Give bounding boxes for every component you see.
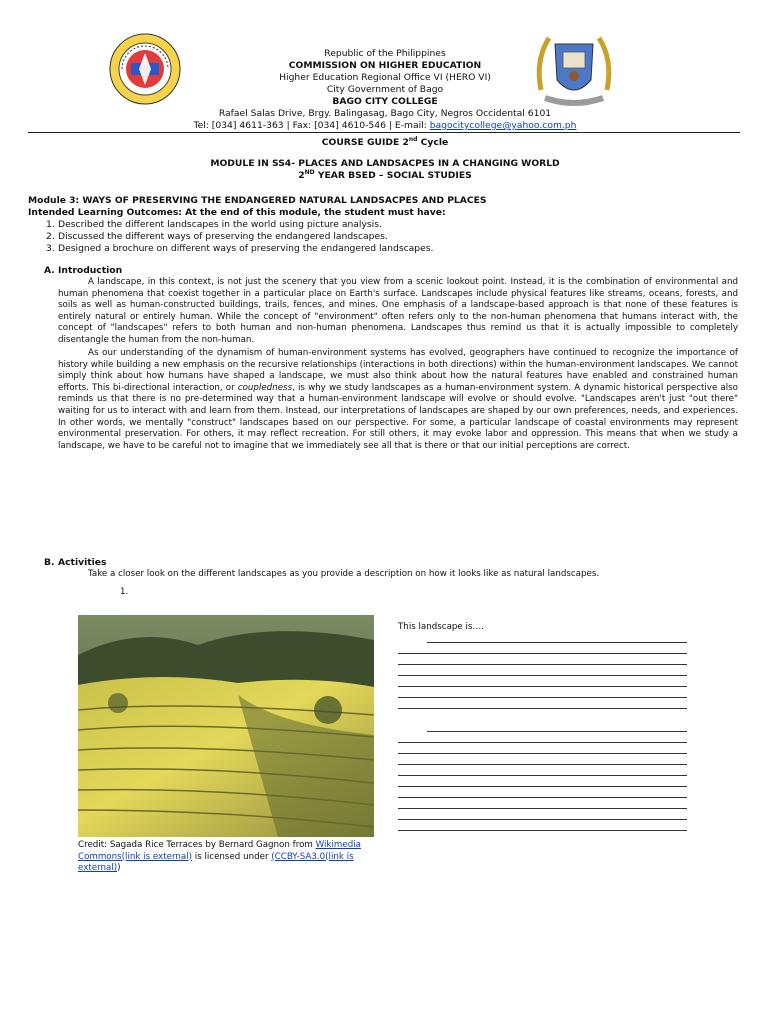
outcomes-list bbox=[46, 219, 433, 255]
outcome-text: Designed a brochure on different ways of preserving the endangered landscapes. bbox=[58, 243, 434, 254]
answer-line[interactable] bbox=[398, 708, 687, 709]
answer-line[interactable] bbox=[398, 797, 687, 798]
year-course bbox=[100, 169, 670, 181]
year-sup: ND bbox=[304, 169, 315, 176]
outcome-number: 1. bbox=[46, 219, 55, 230]
credit-license-text: is licensed under bbox=[192, 851, 272, 862]
header-address: Rafael Salas Drive, Brgy. Balingasag, Bago City, Negros Occidental 6101 bbox=[218, 108, 552, 119]
introduction-letter: A. bbox=[44, 265, 55, 276]
answer-line[interactable] bbox=[398, 697, 687, 698]
answer-line[interactable] bbox=[398, 819, 687, 820]
answer-line[interactable] bbox=[398, 753, 687, 754]
answer-line[interactable] bbox=[398, 686, 687, 687]
course-guide-cycle: Cycle bbox=[417, 137, 449, 149]
introduction-paragraph-1: A landscape, in this context, is not just the scenery that you view from a scenic lookout point. Instead, it is the combination of environmental and human phenomena that coexist together in a particular place on Earth's surface. Landscapes include physical features like streams, oceans, forests, and soils as well as human-constructed buildings, trails, fences, and mines. One emphasis of a landscape-based approach is that none of these features is entirely natural or entirely human. While the concept of "environment" often refers only to the non-human phenomena that humans interact with, the concept of "landscapes" refers to both human and non-human phenomena. Landscapes thus remind us that it is actually impossible to completely disentangle the human from the non-human. bbox=[58, 277, 738, 345]
answer-line[interactable] bbox=[398, 786, 687, 787]
header-city-government: City Government of Bago bbox=[326, 84, 444, 95]
activities-title: Activities bbox=[58, 557, 107, 568]
module-title: MODULE IN SS4- PLACES AND LANDSACPES IN A CHANGING WORLD bbox=[210, 158, 560, 169]
outcome-item bbox=[46, 219, 433, 231]
answer-prompt: This landscape is…. bbox=[398, 622, 484, 632]
credit-closing: ) bbox=[117, 863, 121, 874]
introduction-title: Introduction bbox=[58, 265, 123, 276]
ccby-sa-license-link[interactable]: (CCBY-SA3.0(link is external) bbox=[78, 851, 354, 874]
paragraph-2-part-a: As our understanding of the dynamism of human-environment systems has evolved, geographers have continued to recognize the importance of history while building a new emphasis on the recursive relationships (interactions in both directions) within the human-environment landscapes. We cannot simply think about how humans have shaped a landscape, we must also think about how the natural features have enabled and constrained human efforts. This bi-directional interaction, or bbox=[58, 348, 738, 393]
header-divider bbox=[28, 132, 740, 133]
email-link[interactable]: bagocitycollege@yahoo.com.ph bbox=[429, 120, 577, 131]
answer-line[interactable] bbox=[427, 642, 687, 643]
header-regional-office: Higher Education Regional Office VI (HERO VI) bbox=[279, 72, 491, 83]
outcome-number: 3. bbox=[46, 243, 55, 254]
answer-line[interactable] bbox=[398, 742, 687, 743]
activity-item-number: 1. bbox=[120, 587, 129, 597]
outcome-text: Discussed the different ways of preserving the endangered landscapes. bbox=[58, 231, 388, 242]
activities-instruction: Take a closer look on the different landscapes as you provide a description on how it looks like as natural landscapes. bbox=[88, 569, 600, 579]
header-republic: Republic of the Philippines bbox=[324, 48, 446, 59]
header-commission: COMMISSION ON HIGHER EDUCATION bbox=[288, 60, 482, 71]
module-heading: Module 3: WAYS OF PRESERVING THE ENDANGERED NATURAL LANDSACPES AND PLACES bbox=[28, 195, 487, 206]
paragraph-2-part-b: , is why we study landscapes as a human-environment system. A dynamic historical perspective also reminds us that there is no pre-determined way that a human-environment landscape will evolve or should evolve. "Landscapes aren't just "out there" waiting for us to interact with and learn from them. Instead, our interpretations of landscapes are shaped by our own preferences, needs, and experiences. In other words, we mentally "construct" landscapes based on our perspective. For some, a particular landscape of coastal environments may represent environmental preservation. For others, it may reflect recreation. For still others, it may evoke labor and oppression. This means that when we study a landscape, we have to be careful not to imagine that we immediately see all that is there or that our initial perceptions are correct. bbox=[58, 382, 738, 451]
introduction-heading bbox=[44, 265, 122, 276]
answer-line[interactable] bbox=[398, 653, 687, 654]
header-college-name: BAGO CITY COLLEGE bbox=[332, 96, 438, 107]
credit-text: Credit: Sagada Rice Terraces by Bernard Gagnon from bbox=[78, 840, 316, 850]
header-contact bbox=[150, 120, 620, 132]
paragraph-2-emphasis: coupledness bbox=[237, 382, 293, 393]
outcome-item bbox=[46, 243, 433, 255]
activities-heading bbox=[44, 557, 106, 568]
course-guide-sup: nd bbox=[408, 136, 418, 143]
answer-line[interactable] bbox=[398, 775, 687, 776]
intended-learning-outcomes: Intended Learning Outcomes: At the end of this module, the student must have: bbox=[28, 207, 446, 218]
sagada-rice-terraces-photo bbox=[78, 615, 374, 837]
outcome-item bbox=[46, 231, 433, 243]
answer-line[interactable] bbox=[398, 764, 687, 765]
answer-line[interactable] bbox=[398, 664, 687, 665]
wikimedia-commons-link[interactable]: Wikimedia Commons(link is external) bbox=[78, 840, 361, 862]
outcome-number: 2. bbox=[46, 231, 55, 242]
introduction-paragraph-2 bbox=[58, 348, 738, 452]
answer-line[interactable] bbox=[427, 731, 687, 732]
outcome-text: Described the different landscapes in the world using picture analysis. bbox=[58, 219, 382, 230]
answer-line[interactable] bbox=[398, 808, 687, 809]
answer-line[interactable] bbox=[398, 675, 687, 676]
activities-letter: B. bbox=[44, 557, 55, 568]
year-course-text: YEAR BSED – SOCIAL STUDIES bbox=[314, 170, 472, 182]
photo-credit bbox=[78, 840, 388, 875]
year-number: 2 bbox=[298, 170, 305, 182]
course-guide-text: COURSE GUIDE 2 bbox=[321, 137, 409, 149]
answer-line[interactable] bbox=[398, 830, 687, 831]
header-contact-phone-fax: Tel: [034] 4611-363 | Fax: [034] 4610-546 | E-mail: bbox=[193, 120, 430, 131]
course-guide-label bbox=[150, 134, 620, 149]
